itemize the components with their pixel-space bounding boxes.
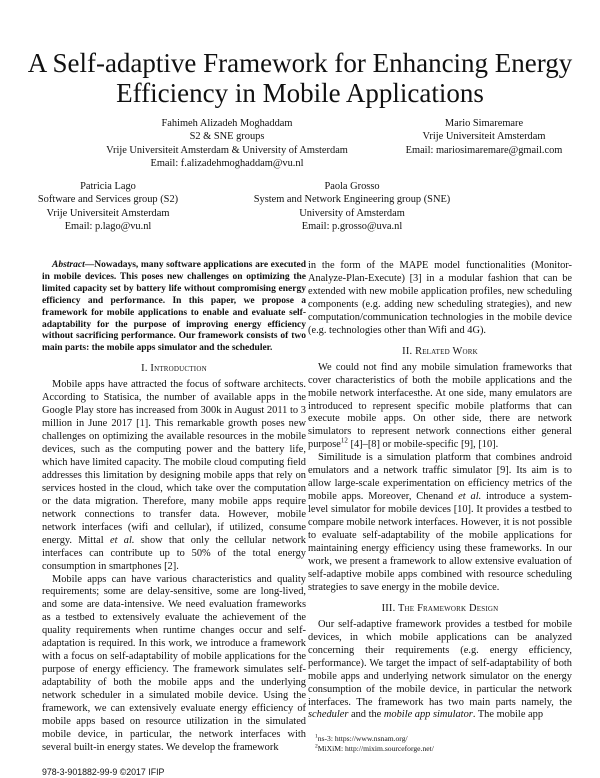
paragraph: We could not find any mobile simulation frameworks that cover characteristics of both the mobile applications and the mobile network interfacesthe. At one side, many emulators are introduced to represent specific mobile platforms that can execute mobile apps. On other side, there are network simulators to represent network connections either general purpose$^{12}$ [4]–[8] or mobile-specific [9], [10]. <box>308 361 572 451</box>
author-block: Mario Simaremare Vrije Universiteit Amsterdam Email: mariosimaremare@gmail.com <box>405 118 563 156</box>
author-name: Paola Grosso <box>324 181 380 192</box>
left-column <box>42 260 306 778</box>
author-block: Fahimeh Alizadeh Moghaddam S2 & SNE groups Vrije Universiteit Amsterdam & University of Amsterdam Email: f.alizadehmoghaddam@vu.nl <box>106 118 348 169</box>
footnote: $^1$ns-3: https://www.nsnam.org/ <box>315 733 408 744</box>
section-heading: II. Related Work <box>402 345 478 357</box>
author-name: Fahimeh Alizadeh Moghaddam <box>161 118 293 129</box>
paragraph: Similitude is a simulation platform that combines android emulators and a network traffic simulator [9]. Its aim is to allow large-scale experimentation on efficiency metrics of the mobile apps. Moreover, Chenand et al. introduce a system-level simulator for mobile devices [10]. It provides a testbed to compare mobile network interfaces. However, it is not possible to evaluate self-adaptability of the mobile applications for maintaining energy efficiency using these frameworks. In our work, we present a framework to allow extensive evaluation of self-adaptive mobile apps combined with resource scheduling strategies to save energy in the mobile device. <box>308 452 573 593</box>
paragraph: Mobile apps can have various characteristics and quality requirements; some are delay-sensitive, some are long-lived, and some are data-intensive. We need evaluation frameworks as a testbed to extensively evaluate the achievement of the quality requirements when runtime changes occur and self-adaptation is required. In this work, we introduce a framework with a focus on self-adaptability of mobile applications for the purpose of energy efficiency. The framework simulates self-adaptability of both the mobile apps and the underlying network scheduler in a simulated mobile device. Using the framework, we can extensively evaluate energy efficiency of mobile apps based on resource utilization in the simulated mobile device, in particular, the network interfaces with several built-in energy states. We develop the framework <box>42 573 306 753</box>
paragraph: in the form of the MAPE model functionalities (Monitor-Analyze-Plan-Execute) [3] in a modular fashion that can be extended with new mobile application profiles, new scheduling components (e.g. adding new scheduling strategies), and new computation/communication technologies in the mobile device (e.g. technologies other than Wifi and 4G). <box>308 260 572 336</box>
paragraph: Our self-adaptive framework provides a testbed for mobile devices, in which mobile applications can be analyzed concerning their requirements (e.g. energy efficiency, performance). We target the impact of self-adaptability of both mobile apps and underlying network simulator on the energy consumption of the mobile device, in particular the network interfaces. The framework has two main parts namely, the scheduler and the mobile app simulator. The mobile app <box>308 618 572 721</box>
paragraph: Mobile apps have attracted the focus of software architects. According to Statisica, the number of available apps in the Google Play store has increased from 300k in August 2011 to 3 million in June 2017 [1]. This remarkable growth poses new challenges on optimizing the available resources in the mobile devices, such as the computing power and the battery life, which have limited capacity. The mobile cloud computing field addresses this limitation by designing mobile apps that rely on services hosted in the cloud, which take over the computation or the data migration. Therefore, many mobile apps require network connections to transfer data. However, mobile network interfaces (wifi and cellular), if utilized, consume energy. Mittal et al. show that only the cellular network interfaces can contribute up to 50% of the total energy consumption in smartphones [2]. <box>42 379 306 572</box>
footnote: $^2$MiXiM: http://mixim.sourceforge.net/ <box>315 743 434 753</box>
right-column <box>308 260 572 753</box>
paper-title: A Self-adaptive Framework for Enhancing Energy Efficiency in Mobile Applications <box>27 48 573 108</box>
section-heading: III. The Framework Design <box>381 602 499 614</box>
author-block: Paola Grosso System and Network Engineering group (SNE) University of Amsterdam Email: p.grosso@uva.nl <box>253 181 451 232</box>
author-name: Patricia Lago <box>80 181 136 192</box>
footnotes <box>308 734 572 753</box>
abstract: Abstract—Nowadays, many software applications are executed in mobile devices. This poses new challenges on optimizing the limited capacity set by battery life without compromising energy efficiency and performance. In this paper, we propose a framework for mobile applications to enable and evaluate self-adaptability for the purpose of improving energy efficiency without sacrificing performance. Our framework consists of two main parts: the mobile apps simulator and the scheduler. <box>42 260 306 354</box>
author-block: Patricia Lago Software and Services group (S2) Vrije Universiteit Amsterdam Email: p.lago@vu.nl <box>37 181 179 232</box>
section-heading: I. Introduction <box>141 363 207 375</box>
author-name: Mario Simaremare <box>444 118 524 129</box>
copyright-footer: 978-3-901882-99-9 ©2017 IFIP <box>42 766 165 777</box>
